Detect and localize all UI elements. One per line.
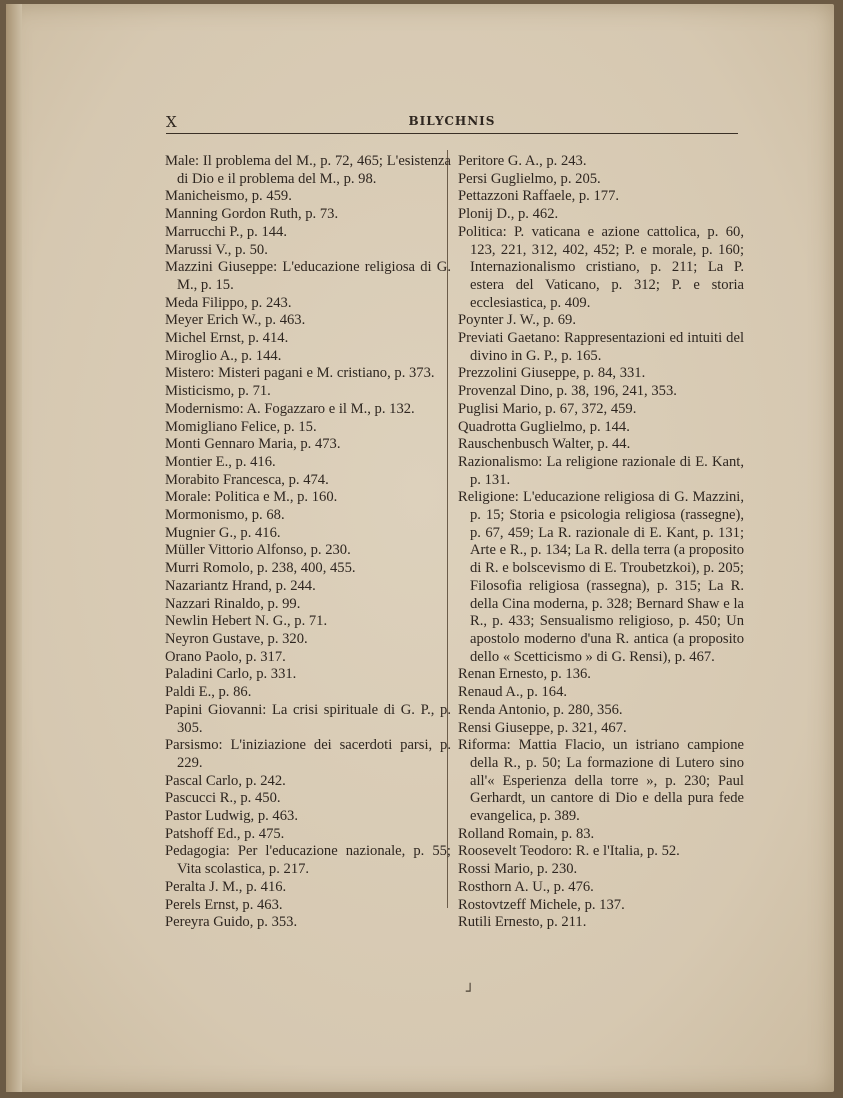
index-entry: Provenzal Dino, p. 38, 196, 241, 353. — [458, 383, 677, 400]
index-entry: Montier E., p. 416. — [165, 453, 276, 470]
index-entry: Riforma: Mattia Flacio, un istriano campione della R., p. 50; La formazione di Lutero sino all'« Esperienza della torre », p. 230; Paul Gerhardt, un cantore di Dio e della pura fede evangelica, p. 389. — [458, 737, 744, 825]
index-column-right — [458, 153, 744, 932]
index-entry: Rostovtzeff Michele, p. 137. — [458, 896, 625, 913]
index-entry: Pettazzoni Raffaele, p. 177. — [458, 188, 620, 205]
index-entry: Pascal Carlo, p. 242. — [165, 772, 286, 789]
index-entry: Marussi V., p. 50. — [165, 241, 268, 258]
index-entry: Rensi Giuseppe, p. 321, 467. — [458, 719, 627, 736]
index-entry: Nazzari Rinaldo, p. 99. — [165, 595, 301, 612]
index-entry: Modernismo: A. Fogazzaro e il M., p. 132. — [165, 400, 415, 417]
index-entry: Murri Romolo, p. 238, 400, 455. — [165, 560, 356, 577]
index-entry: Manicheismo, p. 459. — [165, 188, 292, 205]
index-entry: Male: Il problema del M., p. 72, 465; L'esistenza di Dio e il problema del M., p. 98. — [165, 153, 451, 187]
index-entry: Persi Guglielmo, p. 205. — [458, 170, 601, 187]
index-entry: Peritore G. A., p. 243. — [458, 153, 587, 169]
index-entry: Paldi E., p. 86. — [165, 684, 252, 701]
index-entry: Rauschenbusch Walter, p. 44. — [458, 436, 631, 453]
index-entry: Pereyra Guido, p. 353. — [165, 914, 298, 931]
index-entry: Paladini Carlo, p. 331. — [165, 666, 297, 683]
index-entry: Renda Antonio, p. 280, 356. — [458, 701, 623, 718]
index-entry: Miroglio A., p. 144. — [165, 347, 282, 364]
index-entry: Mistero: Misteri pagani e M. cristiano, p. 373. — [165, 365, 435, 382]
index-entry: Quadrotta Guglielmo, p. 144. — [458, 418, 630, 435]
index-entry: Papini Giovanni: La crisi spirituale di G. P., p. 305. — [165, 701, 451, 736]
index-entry: Morale: Politica e M., p. 160. — [165, 489, 338, 506]
index-entry: Newlin Hebert N. G., p. 71. — [165, 613, 328, 630]
index-entry: Rutili Ernesto, p. 211. — [458, 914, 587, 931]
index-entry: Religione: L'educazione religiosa di G. Mazzini, p. 15; Storia e psicologia religiosa (rassegne), p. 67, 459; La R. razionale di E. Kant, p. 131; Arte e R., p. 134; La R. della terra (a proposito di R. e bolscevismo di E. Troubetzkoi), p. 205; Filosofia religiosa (rassegna), p. 315; La R. della Cina moderna, p. 328; Bernard Shaw e la R., p. 433; Sensualismo religioso, p. 450; Un apostolo moderno d'una R. antica (a proposito dello « Scetticismo » di G. Rensi), p. 467. — [458, 489, 744, 665]
index-entry: Pedagogia: Per l'educazione nazionale, p. 55; Vita scolastica, p. 217. — [165, 843, 451, 878]
index-entry: Mugnier G., p. 416. — [165, 524, 281, 541]
index-entry: Razionalismo: La religione razionale di E. Kant, p. 131. — [458, 453, 744, 488]
index-entry: Meyer Erich W., p. 463. — [165, 312, 306, 329]
index-entry: Roosevelt Teodoro: R. e l'Italia, p. 52. — [458, 843, 680, 860]
index-entry: Rolland Romain, p. 83. — [458, 825, 595, 842]
index-entry: Patshoff Ed., p. 475. — [165, 825, 285, 842]
index-entry: Neyron Gustave, p. 320. — [165, 630, 308, 647]
index-entry: Politica: P. vaticana e azione cattolica, p. 60, 123, 221, 312, 402, 452; P. e morale, p. 160; Internazionalismo cristiano, p. 211; La P. estera del Vaticano, p. 312; P. e storia ecclesiastica, p. 409. — [458, 223, 744, 311]
index-entry: Renaud A., p. 164. — [458, 684, 568, 701]
page-number: X — [166, 113, 178, 131]
index-entry: Morabito Francesca, p. 474. — [165, 471, 329, 488]
index-entry: Orano Paolo, p. 317. — [165, 648, 286, 665]
running-title: BILYCHNIS — [408, 114, 496, 128]
index-entry: Mazzini Giuseppe: L'educazione religiosa di G. M., p. 15. — [165, 259, 451, 293]
page-header — [166, 113, 738, 134]
index-entry: Poynter J. W., p. 69. — [458, 312, 576, 329]
index-entry: Plonij D., p. 462. — [458, 206, 559, 223]
index-entry: Peralta J. M., p. 416. — [165, 878, 287, 895]
index-entry: Mormonismo, p. 68. — [165, 507, 285, 524]
index-entry: Rossi Mario, p. 230. — [458, 861, 578, 878]
page-spine-edge — [6, 4, 22, 1092]
index-entry: Michel Ernst, p. 414. — [165, 330, 289, 347]
index-entry: Previati Gaetano: Rappresentazioni ed intuiti del divino in G. P., p. 165. — [458, 330, 744, 364]
index-entry: Meda Filippo, p. 243. — [165, 294, 292, 311]
index-entry: Rosthorn A. U., p. 476. — [458, 878, 594, 895]
index-column-left — [165, 153, 451, 932]
ink-mark: ┘ — [466, 984, 475, 1000]
index-entry: Pascucci R., p. 450. — [165, 790, 281, 807]
index-entry: Monti Gennaro Maria, p. 473. — [165, 436, 341, 453]
index-entry: Marrucchi P., p. 144. — [165, 223, 288, 240]
index-entry: Nazariantz Hrand, p. 244. — [165, 577, 316, 594]
index-entry: Pastor Ludwig, p. 463. — [165, 808, 298, 825]
index-entry: Müller Vittorio Alfonso, p. 230. — [165, 542, 351, 559]
index-entry: Renan Ernesto, p. 136. — [458, 666, 591, 683]
index-entry: Prezzolini Giuseppe, p. 84, 331. — [458, 365, 646, 382]
index-entry: Parsismo: L'iniziazione dei sacerdoti parsi, p. 229. — [165, 737, 451, 771]
index-entry: Misticismo, p. 71. — [165, 383, 271, 400]
index-entry: Momigliano Felice, p. 15. — [165, 418, 317, 435]
index-entry: Perels Ernst, p. 463. — [165, 896, 283, 913]
index-entry: Manning Gordon Ruth, p. 73. — [165, 206, 339, 223]
index-entry: Puglisi Mario, p. 67, 372, 459. — [458, 400, 637, 417]
